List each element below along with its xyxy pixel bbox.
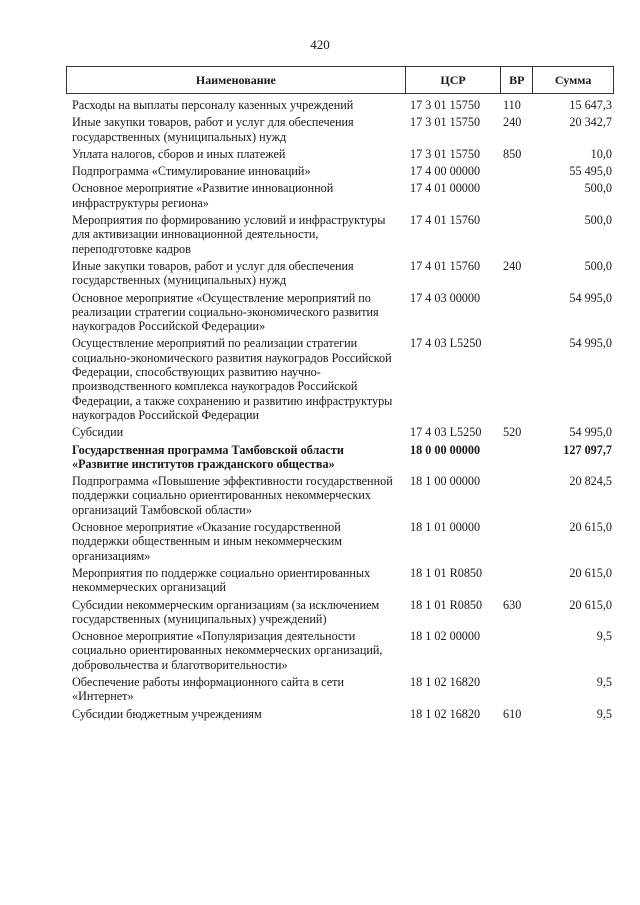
table-row <box>66 259 614 288</box>
row-sum: 20 824,5 <box>569 474 612 489</box>
row-name: Мероприятия по формированию условий и инфраструктуры для активизации инновационной деятельности, переподготовке кадров <box>72 213 386 256</box>
row-csr: 17 4 01 15760 <box>410 258 481 273</box>
row-vr <box>502 181 534 210</box>
row-name: Мероприятия по поддержке социально ориентированных некоммерческих организаций <box>72 565 371 595</box>
row-sum: 9,5 <box>596 629 612 644</box>
row-csr: 17 3 01 15750 <box>410 146 481 161</box>
row-csr: 17 4 03 L5250 <box>410 425 482 440</box>
row-csr: 18 1 00 00000 <box>410 474 481 489</box>
table-body <box>66 98 614 721</box>
row-name: Иные закупки товаров, работ и услуг для обеспечения государственных (муниципальных) нужд <box>72 115 354 144</box>
row-name: Подпрограмма «Повышение эффективности государственной поддержки социально ориентированных некоммерческих организаций Тамбовской области» <box>72 474 393 517</box>
row-sum: 9,5 <box>596 706 612 721</box>
row-vr: 110 <box>503 98 521 112</box>
table-row <box>66 443 614 472</box>
table-row <box>66 520 614 563</box>
row-sum: 10,0 <box>590 146 612 161</box>
row-name: Субсидии некоммерческим организациям (за исключением государственных (муниципальных) учреждений) <box>72 597 380 626</box>
table-row <box>66 213 614 256</box>
row-csr: 17 4 00 00000 <box>410 164 481 179</box>
table-row <box>66 98 614 112</box>
table-row <box>66 147 614 161</box>
row-vr <box>502 474 534 517</box>
row-sum: 54 995,0 <box>569 425 612 440</box>
row-name: Основное мероприятие «Осуществление мероприятий по реализации стратегии социально-экономического развития наукоградов Российской Федерации» <box>72 290 379 334</box>
row-name: Субсидии <box>72 425 124 440</box>
row-vr <box>502 336 534 422</box>
row-sum: 20 615,0 <box>569 597 612 612</box>
row-vr <box>502 164 534 178</box>
row-sum: 54 995,0 <box>569 290 612 305</box>
row-vr <box>502 520 534 563</box>
row-name: Государственная программа Тамбовской области «Развитие институтов гражданского общества» <box>72 442 344 471</box>
row-sum: 15 647,3 <box>569 98 612 112</box>
row-vr: 240 <box>503 115 522 130</box>
row-vr: 240 <box>503 258 522 273</box>
table-row <box>66 181 614 210</box>
row-csr: 18 1 02 00000 <box>410 629 481 644</box>
row-vr <box>502 443 534 472</box>
row-name: Основное мероприятие «Популяризация деятельности социально ориентированных некоммерческих организаций, добровольчества и благотворительности» <box>72 629 383 672</box>
row-sum: 500,0 <box>584 258 612 273</box>
row-name: Подпрограмма «Стимулирование инноваций» <box>72 164 311 179</box>
row-vr: 610 <box>503 706 522 721</box>
table-row <box>66 291 614 334</box>
row-name: Основное мероприятие «Оказание государственной поддержки общественным и иным некоммерческим организациям» <box>72 520 342 563</box>
row-name: Обеспечение работы информационного сайта в сети «Интернет» <box>72 674 344 704</box>
row-sum: 500,0 <box>584 181 612 196</box>
table-row <box>66 629 614 672</box>
table-row <box>66 474 614 517</box>
row-csr: 17 4 01 15760 <box>410 213 481 228</box>
row-csr: 18 1 01 R0850 <box>410 565 483 580</box>
row-csr: 17 3 01 15750 <box>410 115 481 130</box>
table-row <box>66 115 614 144</box>
table-row <box>66 598 614 627</box>
budget-table <box>66 66 614 724</box>
page-number: 420 <box>310 37 330 52</box>
table-row <box>66 566 614 595</box>
row-vr: 850 <box>503 146 522 161</box>
row-csr: 18 1 02 16820 <box>410 706 481 721</box>
row-csr: 17 4 03 L5250 <box>410 336 482 351</box>
row-sum: 9,5 <box>596 674 612 689</box>
row-sum: 55 495,0 <box>569 164 612 179</box>
row-name: Иные закупки товаров, работ и услуг для обеспечения государственных (муниципальных) нужд <box>72 258 354 288</box>
table-row <box>66 675 614 704</box>
row-vr <box>502 629 534 672</box>
table-row <box>66 425 614 439</box>
table-row <box>66 164 614 178</box>
row-vr: 520 <box>503 425 522 440</box>
row-name: Осуществление мероприятий по реализации стратегии социально-экономического развития наукоградов Российской Федерации, способствующих развитию научно-производственного комплекса наукоградов Российской Федерации, а также сохранению и развитию инфраструктуры наукоградов Российской Федерации <box>72 336 393 422</box>
row-csr: 18 0 00 00000 <box>410 442 481 457</box>
row-vr <box>502 566 534 595</box>
header-name: Наименование <box>67 67 406 93</box>
row-sum: 20 342,7 <box>569 115 612 130</box>
row-csr: 17 4 03 00000 <box>410 290 481 305</box>
row-sum: 20 615,0 <box>569 565 612 580</box>
row-vr <box>502 213 534 256</box>
header-sum: Сумма <box>554 72 592 87</box>
table-row <box>66 336 614 422</box>
row-sum: 127 097,7 <box>563 442 612 457</box>
row-name: Основное мероприятие «Развитие инновационной инфраструктуры региона» <box>72 181 334 210</box>
row-sum: 500,0 <box>584 213 612 228</box>
row-sum: 54 995,0 <box>569 336 612 351</box>
header-vr: ВР <box>501 67 533 93</box>
table-row <box>66 707 614 721</box>
row-name: Уплата налогов, сборов и иных платежей <box>72 146 286 161</box>
row-csr: 17 3 01 15750 <box>410 98 481 112</box>
row-name: Субсидии бюджетным учреждениям <box>72 706 262 721</box>
row-csr: 18 1 02 16820 <box>410 674 481 689</box>
row-vr: 630 <box>503 597 522 612</box>
row-vr <box>502 291 534 334</box>
row-csr: 18 1 01 R0850 <box>410 597 483 612</box>
row-vr <box>502 675 534 704</box>
row-csr: 17 4 01 00000 <box>410 181 481 196</box>
row-name: Расходы на выплаты персоналу казенных учреждений <box>72 98 354 112</box>
header-csr: ЦСР <box>406 67 502 93</box>
row-csr: 18 1 01 00000 <box>410 520 481 535</box>
row-sum: 20 615,0 <box>569 520 612 535</box>
table-header <box>66 66 614 94</box>
